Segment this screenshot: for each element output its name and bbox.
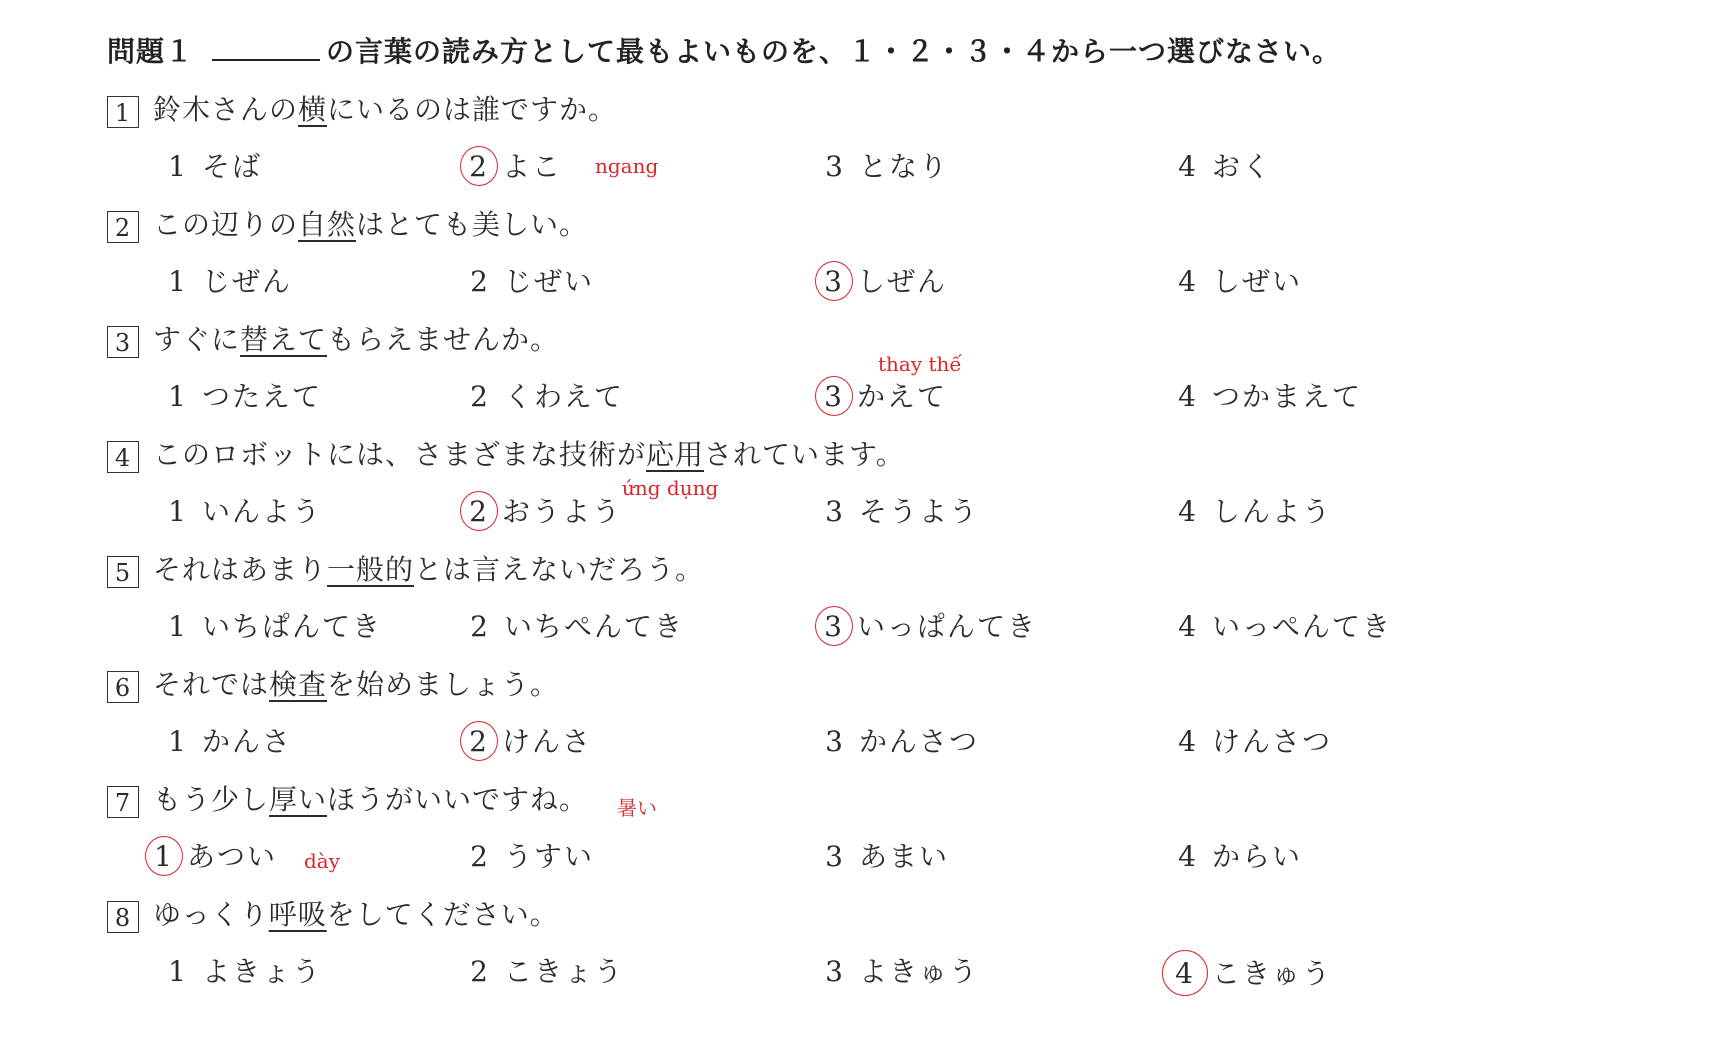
- option-label: よきゅう: [859, 955, 980, 988]
- option-label: けんさつ: [1212, 725, 1333, 758]
- option-label: よこ: [502, 150, 563, 183]
- option-1[interactable]: [158, 950, 322, 990]
- option-number: 3: [825, 840, 845, 873]
- option-label: つかまえて: [1212, 380, 1363, 413]
- question-number: 8: [107, 901, 139, 933]
- option-2-selected[interactable]: [460, 490, 622, 531]
- answer-circle: 2: [460, 491, 498, 531]
- answer-circle: 2: [460, 146, 498, 186]
- option-label: こきゅう: [1212, 957, 1333, 990]
- option-number: 2: [470, 610, 490, 643]
- option-4[interactable]: [1168, 145, 1272, 185]
- question-text: をしてください。: [326, 898, 559, 931]
- option-number: 1: [168, 610, 188, 643]
- option-number: 4: [1178, 610, 1198, 643]
- handwritten-note: ứng dụng: [622, 476, 719, 500]
- option-4-selected[interactable]: [1162, 950, 1332, 996]
- option-label: いちぱんてき: [202, 610, 383, 643]
- option-label: しぜい: [1212, 265, 1303, 298]
- option-label: いっぺんてき: [1212, 610, 1393, 643]
- question-8: [107, 893, 559, 939]
- option-number: 3: [825, 495, 845, 528]
- question-4: [107, 433, 905, 479]
- option-3[interactable]: [815, 835, 949, 875]
- question-text: はとても美しい。: [356, 208, 589, 241]
- option-label: かんさつ: [859, 725, 980, 758]
- option-number: 3: [825, 955, 845, 988]
- option-label: いっぱんてき: [857, 610, 1038, 643]
- option-label: おく: [1212, 150, 1273, 183]
- target-word: 一般的: [327, 553, 415, 586]
- option-label: かえて: [857, 380, 948, 413]
- question-6: [107, 663, 559, 709]
- option-number: 2: [470, 955, 490, 988]
- option-label: そば: [202, 150, 263, 183]
- option-label: おうよう: [502, 495, 623, 528]
- target-word: 呼吸: [268, 898, 327, 931]
- question-text: ゆっくり: [153, 898, 269, 931]
- target-word: 自然: [298, 208, 357, 241]
- question-7: [107, 778, 588, 824]
- option-label: そうよう: [859, 495, 980, 528]
- option-label: けんさ: [502, 725, 593, 758]
- option-number: 2: [470, 380, 490, 413]
- option-2-selected[interactable]: [460, 145, 562, 186]
- question-text: この辺りの: [153, 208, 299, 241]
- heading-prefix: 問題１: [107, 35, 195, 68]
- question-2: [107, 203, 588, 249]
- question-text: もらえませんか。: [327, 323, 560, 356]
- question-text: ほうがいいですね。: [327, 783, 589, 816]
- option-1[interactable]: [158, 260, 292, 300]
- option-label: しんよう: [1212, 495, 1333, 528]
- answer-circle: 3: [815, 606, 853, 646]
- target-word: 応用: [646, 438, 705, 471]
- option-number: 4: [1178, 150, 1198, 183]
- handwritten-note: ngang: [595, 154, 659, 178]
- option-label: つたえて: [202, 380, 323, 413]
- answer-circle: 3: [815, 376, 853, 416]
- question-text: それはあまり: [153, 553, 328, 586]
- option-number: 1: [168, 265, 188, 298]
- option-3[interactable]: [815, 950, 979, 990]
- option-4[interactable]: [1168, 260, 1302, 300]
- question-number: 1: [107, 96, 139, 128]
- question-3: [107, 318, 559, 364]
- handwritten-note: 暑い: [617, 796, 657, 820]
- question-text: すぐに: [153, 323, 241, 356]
- option-label: よきょう: [202, 955, 323, 988]
- underline-blank: [212, 37, 320, 61]
- option-4[interactable]: [1168, 375, 1362, 415]
- option-number: 4: [1178, 380, 1198, 413]
- option-2[interactable]: [460, 835, 594, 875]
- option-3[interactable]: [815, 145, 949, 185]
- option-number: 4: [1178, 495, 1198, 528]
- option-4[interactable]: [1168, 605, 1392, 645]
- option-number: 1: [168, 495, 188, 528]
- option-label: かんさ: [202, 725, 293, 758]
- option-number: 4: [1178, 265, 1198, 298]
- option-number: 2: [470, 840, 490, 873]
- option-number: 4: [1178, 840, 1198, 873]
- option-3-selected[interactable]: [815, 260, 947, 301]
- option-2[interactable]: [460, 605, 684, 645]
- question-text: 鈴木さんの: [153, 93, 299, 126]
- question-5: [107, 548, 704, 594]
- instruction-heading: [107, 30, 1341, 70]
- question-text: もう少し: [153, 783, 270, 816]
- option-1[interactable]: [158, 490, 322, 530]
- option-1-selected[interactable]: [145, 835, 277, 876]
- answer-circle: 4: [1162, 950, 1208, 996]
- answer-circle: 1: [145, 836, 183, 876]
- option-number: 4: [1178, 725, 1198, 758]
- option-4[interactable]: [1168, 720, 1332, 760]
- option-2-selected[interactable]: [460, 720, 592, 761]
- option-number: 3: [825, 725, 845, 758]
- answer-circle: 3: [815, 261, 853, 301]
- question-text: されています。: [704, 438, 905, 471]
- option-label: となり: [859, 150, 950, 183]
- option-label: じぜん: [202, 265, 293, 298]
- option-1[interactable]: [158, 375, 322, 415]
- option-label: いちぺんてき: [504, 610, 685, 643]
- option-number: 1: [168, 150, 188, 183]
- question-number: 4: [107, 441, 139, 473]
- option-label: こきょう: [504, 955, 625, 988]
- question-1: [107, 88, 617, 134]
- option-2[interactable]: [460, 260, 594, 300]
- option-4[interactable]: [1168, 490, 1332, 530]
- question-text: を始めましょう。: [327, 668, 560, 701]
- question-text: とは言えないだろう。: [414, 553, 705, 586]
- option-3-selected[interactable]: [815, 375, 947, 416]
- option-label: あまい: [859, 840, 950, 873]
- option-label: からい: [1212, 840, 1303, 873]
- option-number: 2: [470, 265, 490, 298]
- option-number: 1: [168, 380, 188, 413]
- option-label: いんよう: [202, 495, 323, 528]
- answer-circle: 2: [460, 721, 498, 761]
- target-word: 横: [298, 93, 328, 126]
- option-number: 3: [825, 150, 845, 183]
- option-1[interactable]: [158, 145, 262, 185]
- option-number: 1: [168, 725, 188, 758]
- question-number: 3: [107, 326, 139, 358]
- option-label: しぜん: [857, 265, 948, 298]
- question-number: 6: [107, 671, 139, 703]
- option-2[interactable]: [460, 950, 624, 990]
- question-number: 5: [107, 556, 139, 588]
- option-3[interactable]: [815, 720, 979, 760]
- option-label: くわえて: [504, 380, 625, 413]
- option-1[interactable]: [158, 720, 292, 760]
- question-number: 7: [107, 786, 139, 818]
- target-word: 替えて: [240, 323, 328, 356]
- question-text: このロボットには、さまざまな技術が: [153, 438, 647, 471]
- option-3[interactable]: [815, 490, 979, 530]
- option-number: 1: [168, 955, 188, 988]
- question-text: それでは: [153, 668, 270, 701]
- question-text: にいるのは誰ですか。: [327, 93, 618, 126]
- option-label: うすい: [504, 840, 595, 873]
- handwritten-note: dày: [304, 849, 341, 873]
- handwritten-note: thay thế: [878, 352, 962, 376]
- target-word: 厚い: [269, 783, 328, 816]
- option-label: あつい: [187, 840, 278, 873]
- question-number: 2: [107, 211, 139, 243]
- option-1[interactable]: [158, 605, 382, 645]
- option-2[interactable]: [460, 375, 624, 415]
- option-4[interactable]: [1168, 835, 1302, 875]
- target-word: 検査: [269, 668, 328, 701]
- heading-text: の言葉の読み方として最もよいものを、１・２・３・４から一つ選びなさい。: [326, 35, 1342, 68]
- option-3-selected[interactable]: [815, 605, 1037, 646]
- option-label: じぜい: [504, 265, 595, 298]
